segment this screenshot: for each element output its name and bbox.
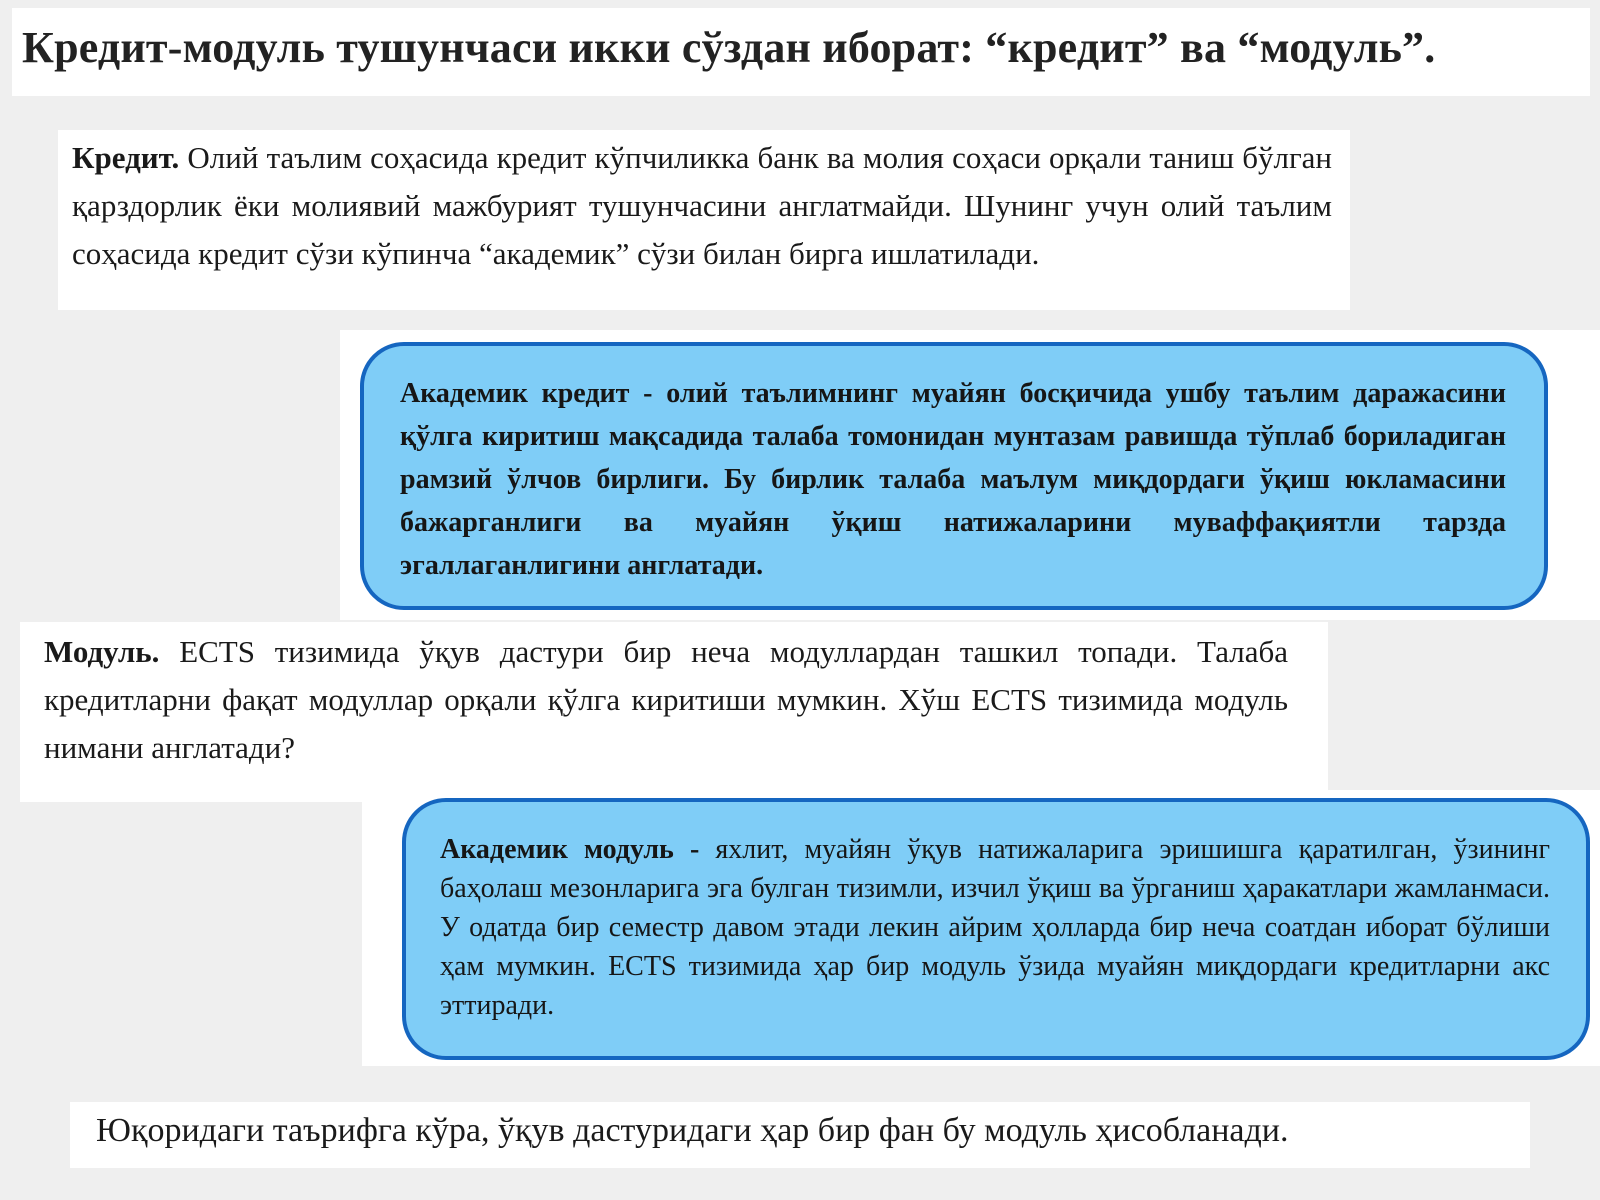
academic-module-box	[402, 798, 1590, 1060]
module-term: Модуль.	[44, 634, 160, 669]
page-title: Кредит-модуль тушунчаси икки сўздан иборат: “кредит” ва “модуль”.	[22, 23, 1436, 72]
credit-text: Олий таълим соҳасида кредит кўпчиликка банк ва молия соҳаси орқали таниш бўлган қарздорлик ёки молиявий мажбурият тушунчасини англатмайди. Шунинг учун олий таълим соҳасида кредит сўзи кўпинча “академик” сўзи билан бирга ишлатилади.	[72, 140, 1333, 271]
academic-module-term: Академик модуль -	[440, 834, 700, 865]
conclusion-panel	[70, 1102, 1530, 1168]
credit-paragraph	[72, 134, 1332, 278]
academic-credit-paragraph	[400, 372, 1506, 587]
credit-term: Кредит.	[72, 140, 180, 175]
academic-module-text: яхлит, муайян ўқув натижаларига эришишга қаратилган, ўзининг баҳолаш мезонларига эга булган тизимли, изчил ўқиш ва ўрганиш ҳаракатлари жамланмаси. У одатда бир семестр давом этади лекин айрим ҳолларда бир неча соатдан иборат бўлиши ҳам мумкин. ECTS тизимида ҳар бир модуль ўзида муайян миқдордаги кредитларни акс эттиради.	[440, 834, 1551, 1021]
module-paragraph	[44, 628, 1288, 772]
academic-module-paragraph	[440, 830, 1550, 1025]
module-text: ECTS тизимида ўқув дастури бир неча модуллардан ташкил топади. Талаба кредитларни фақат модуллар орқали қўлга киритиши мумкин. Хўш ECTS тизимида модуль нимани англатади?	[44, 634, 1288, 765]
title-panel	[12, 8, 1590, 96]
academic-credit-text: олий таълимнинг муайян босқичида ушбу таълим даражасини қўлга киритиш мақсадида талаба томонидан мунтазам равишда тўплаб бориладиган рамзий ўлчов бирлиги. Бу бирлик талаба маълум миқдордаги ўқиш юкламасини бажарганлиги ва муайян ўқиш натижаларини муваффақиятли тарзда эгаллаганлигини англатади.	[400, 378, 1507, 581]
credit-definition-panel	[58, 130, 1350, 310]
academic-credit-term: Академик кредит -	[400, 378, 653, 409]
academic-credit-box	[360, 342, 1548, 610]
module-definition-panel	[20, 622, 1328, 802]
conclusion-text: Юқоридаги таърифга кўра, ўқув дастуридаги ҳар бир фан бу модуль ҳисобланади.	[96, 1112, 1289, 1149]
